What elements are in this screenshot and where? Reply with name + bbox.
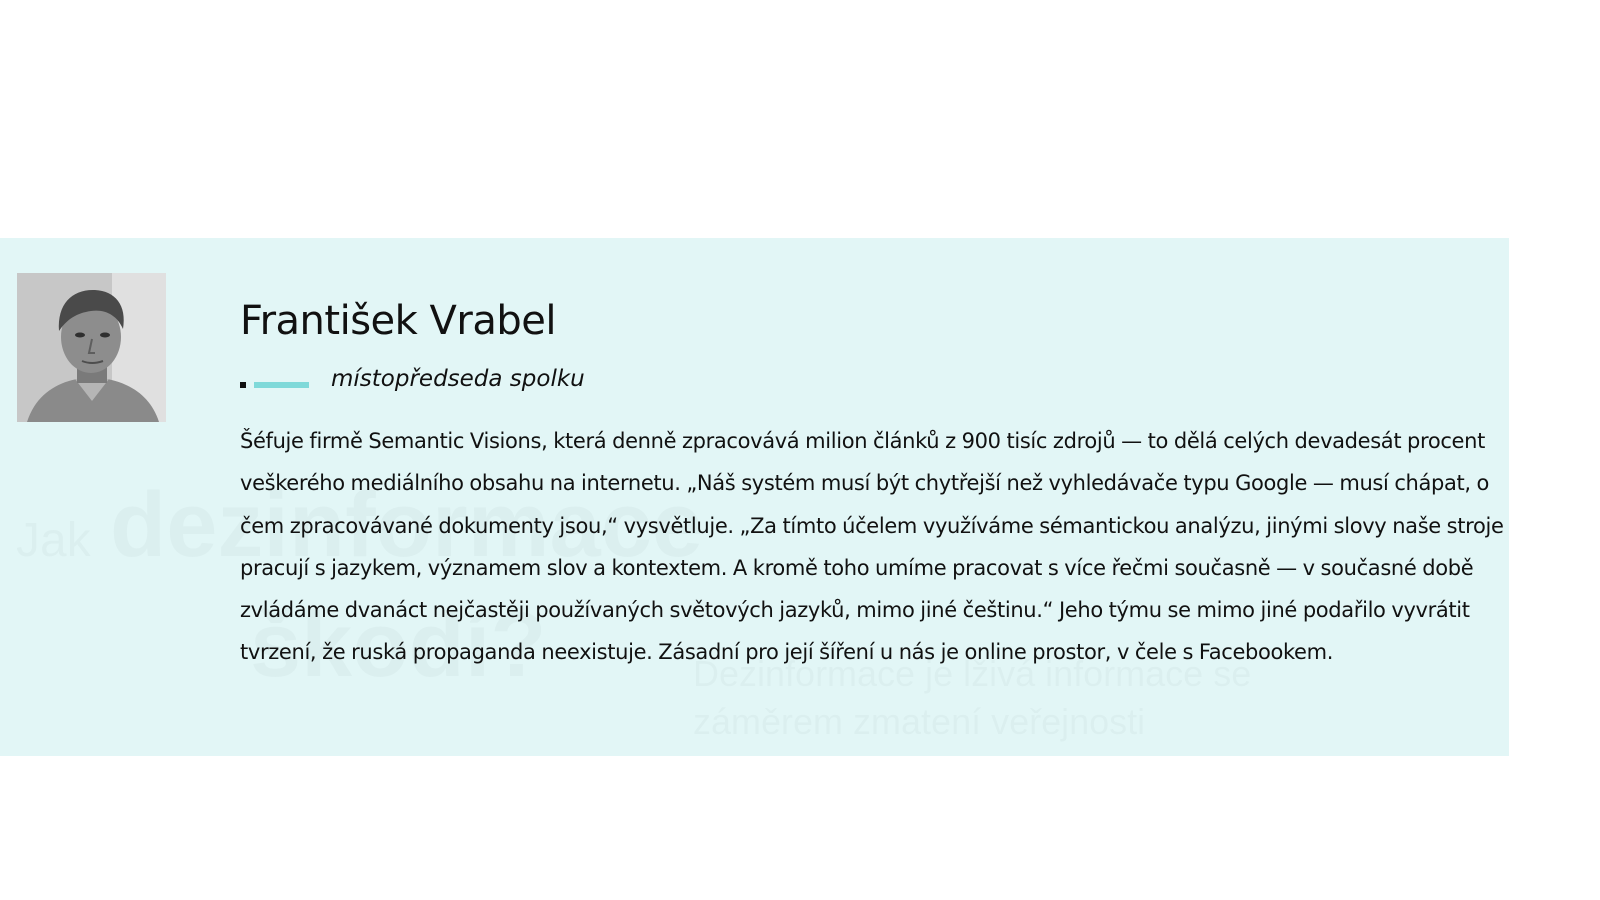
profile-card (0, 238, 1509, 756)
person-name: František Vrabel (240, 298, 556, 344)
person-bio: Šéfuje firmě Semantic Visions, která denně zpracovává milion článků z 900 tisíc zdrojů — to dělá celých devadesát procent veškerého mediálního obsahu na internetu. „Náš systém musí být chytřejší než vyhledávače typu Google — musí chápat, o čem zpracovávané dokumenty jsou,“ vysvětluje. „Za tímto účelem využíváme sémantickou analýzu, jinými slovy naše stroje pracují s jazykem, významem slov a kontextem. A kromě toho umíme pracovat s více řečmi současně — v současné době zvládáme dvanáct nejčastěji používaných světových jazyků, mimo jiné češtinu.“ Jeho týmu se mimo jiné podařilo vyvrátit tvrzení, že ruská propaganda neexistuje. Zásadní pro její šíření u nás je online prostor, v čele s Facebookem. (240, 429, 1504, 665)
portrait-image (17, 273, 166, 422)
profile-photo (17, 273, 166, 422)
person-role: místopředseda spolku (331, 366, 585, 392)
role-row (240, 364, 585, 394)
role-marker-dot (240, 382, 246, 388)
background-heading-small (16, 513, 91, 568)
role-marker-line (254, 382, 309, 388)
